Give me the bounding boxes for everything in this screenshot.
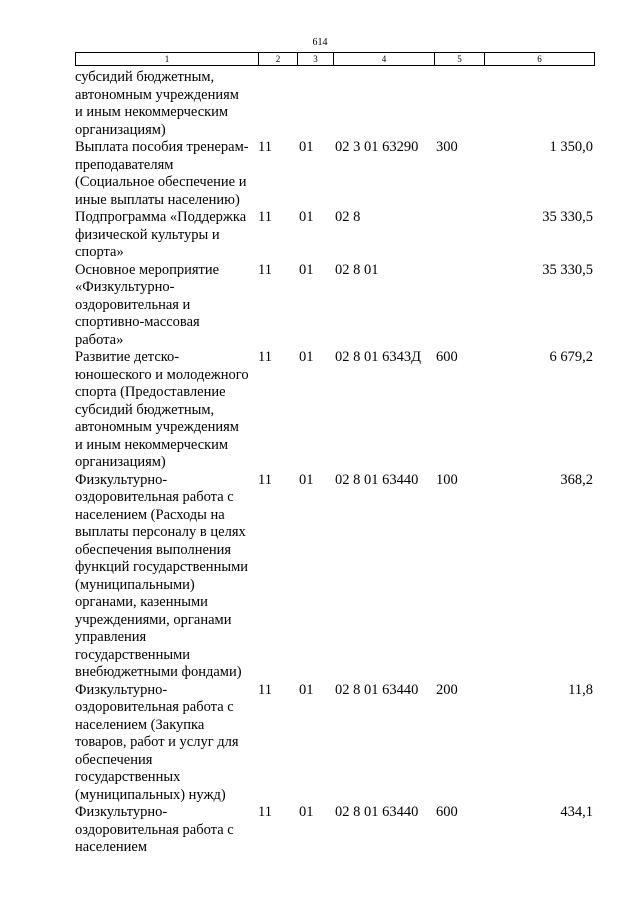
row-subsection: 01	[299, 804, 314, 820]
row-section: 11	[258, 471, 272, 488]
table-body	[75, 69, 595, 857]
row-section: 11	[258, 349, 272, 365]
row-section: 11	[258, 209, 272, 225]
row-amount: 6 679,2	[549, 349, 593, 365]
row-subsection: 01	[299, 349, 314, 365]
row-amount: 434,1	[560, 804, 593, 820]
row-name: субсидий бюджетным, автономным учреждениям и иным некоммерческим организациям)	[75, 69, 239, 138]
row-target-code: 02 3 01 63290	[335, 139, 419, 155]
row-amount: 11,8	[568, 681, 593, 698]
table-row	[75, 262, 595, 350]
row-section: 11	[258, 139, 272, 155]
row-name: Развитие детско- юношеского и молодежного спорта (Предоставление субсидий бюджетным, автономным учреждениям и иным некоммерческим организациям)	[75, 349, 249, 470]
row-expense-type	[434, 209, 484, 262]
row-target-code: 02 8 01 63440	[335, 804, 419, 820]
row-name: Физкультурно- оздоровительная работа с населением (Закупка товаров, работ и услуг для обеспечения государственных (муниципальных) нужд)	[75, 681, 239, 803]
row-amount	[484, 69, 595, 139]
row-expense-type: 600	[436, 349, 458, 365]
row-name: Физкультурно- оздоровительная работа с населением (Расходы на выплаты персоналу в целях обеспечения выполнения функций государственными (муниципальными) органами, казенными учреждениями, органами управления государственными внебюджетными фондами)	[75, 471, 249, 680]
table-row	[75, 139, 595, 209]
row-target-code: 02 8	[335, 209, 361, 225]
table-row	[75, 69, 595, 139]
row-expense-type: 600	[436, 804, 458, 820]
header-col-1: 1	[76, 53, 259, 65]
row-expense-type: 100	[436, 471, 458, 488]
row-name: Выплата пособия тренерам- преподавателям (Социальное обеспечение и иные выплаты населению)	[75, 139, 249, 208]
table-row	[75, 472, 595, 682]
row-amount: 368,2	[560, 471, 593, 488]
row-section: 11	[258, 261, 272, 278]
row-name: Подпрограмма «Поддержка физической культуры и спорта»	[75, 209, 247, 260]
row-subsection: 01	[299, 681, 314, 698]
row-expense-type: 200	[436, 681, 458, 698]
row-target-code: 02 8 01 6343Д	[335, 349, 422, 365]
row-target-code: 02 8 01 63440	[335, 681, 419, 698]
row-section	[258, 69, 297, 139]
row-amount: 1 350,0	[549, 139, 593, 155]
row-subsection: 01	[299, 471, 314, 488]
row-amount: 35 330,5	[542, 209, 593, 225]
row-target-code: 02 8 01 63440	[335, 471, 419, 488]
table-row	[75, 349, 595, 472]
row-section: 11	[258, 681, 272, 698]
table-header	[75, 52, 595, 66]
row-name: Физкультурно- оздоровительная работа с населением	[75, 804, 234, 855]
row-subsection: 01	[299, 261, 314, 278]
header-col-5: 5	[435, 53, 485, 65]
row-section: 11	[258, 804, 272, 820]
header-col-4: 4	[334, 53, 435, 65]
header-col-6: 6	[537, 54, 542, 64]
row-subsection	[297, 69, 333, 139]
row-expense-type: 300	[436, 139, 458, 155]
table-row	[75, 804, 595, 857]
header-col-3: 3	[298, 53, 334, 65]
row-subsection: 01	[299, 139, 314, 155]
row-target-code: 02 8 01	[335, 261, 379, 278]
row-expense-type	[434, 262, 484, 350]
row-name: Основное мероприятие «Физкультурно- оздоровительная и спортивно-массовая работа»	[75, 261, 220, 348]
row-expense-type	[434, 69, 484, 139]
page-number: 614	[312, 37, 328, 48]
table-row	[75, 209, 595, 262]
header-col-2: 2	[259, 53, 298, 65]
table-row	[75, 682, 595, 805]
row-subsection: 01	[299, 209, 314, 225]
row-amount: 35 330,5	[542, 261, 593, 278]
row-target-code	[333, 69, 434, 139]
